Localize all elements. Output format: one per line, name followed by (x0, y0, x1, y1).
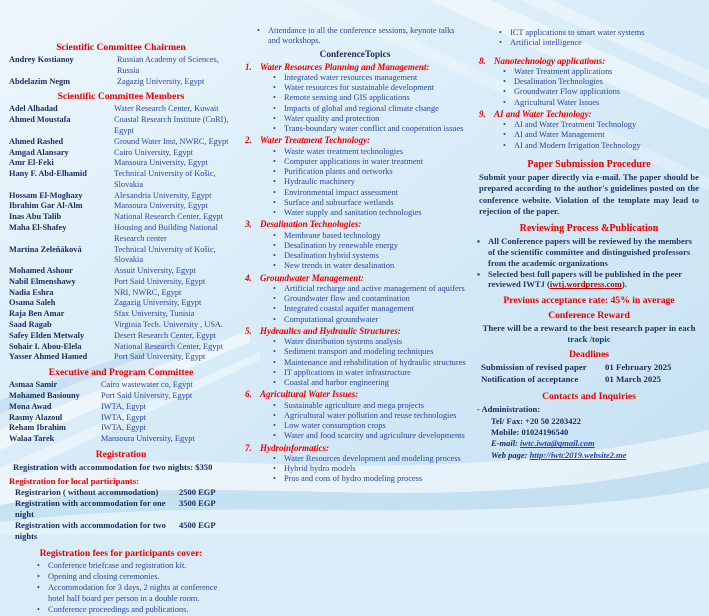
member-affiliation: IWTA, Egypt (101, 401, 146, 411)
registration-title: Registration (95, 448, 147, 460)
attendance-item: • Attendance to all the conference sessions, keynote talks and workshops. (257, 26, 467, 47)
member-name: Martina Zeleňáková (9, 244, 82, 254)
committee-row (9, 245, 233, 267)
bullet-icon (273, 401, 284, 411)
members-list (9, 104, 233, 363)
bullet-icon (273, 73, 284, 83)
member-name: Hossam El-Moghazy (9, 190, 83, 200)
bullet-icon (273, 93, 284, 103)
local-participants-title: Registration for local participants: (9, 475, 140, 486)
fee-row (15, 520, 233, 542)
deadlines-title: Deadlines (569, 349, 609, 361)
member-name: Mona Awad (9, 401, 52, 411)
topic-bullet: • AI and Modern Irrigation Technology (503, 141, 701, 151)
bullet-icon (273, 337, 284, 347)
member-name: Maha El-Shafey (9, 223, 67, 232)
member-affiliation: Zagazig University, Egypt (117, 76, 205, 86)
bullet-icon (273, 177, 284, 187)
topics-list (243, 62, 467, 485)
bullet-icon (273, 104, 284, 114)
review-item-text: Selected best full papers will be published in the peer reviewed IWTJ ( (488, 268, 682, 290)
extra-topic-list (499, 28, 701, 49)
topic-items (273, 73, 467, 135)
topic-section (477, 56, 701, 108)
committee-row (9, 148, 233, 159)
email-link[interactable]: iwtc.iwta@gmail.com (520, 438, 595, 449)
bullet-icon (499, 38, 510, 48)
topic-bullet: • Hybrid hydro models (273, 464, 467, 474)
committee-row (9, 413, 233, 424)
committee-row (9, 77, 233, 88)
topic-bullet: • Agricultural Water Issues (503, 98, 701, 108)
member-name: Abdelazim Negm (9, 76, 71, 86)
member-affiliation: Mansoura University, Egypt (114, 201, 208, 211)
fee-row (15, 487, 233, 498)
committee-row (9, 191, 233, 202)
committee-row (9, 342, 233, 353)
topic-items (273, 284, 467, 325)
topic-title: Hydroinformatics: (260, 442, 329, 453)
square-bullet-icon (477, 269, 488, 290)
bullet-icon (273, 454, 284, 464)
bullet-icon (37, 605, 48, 616)
topic-bullet: • Desalination by renewable energy (273, 241, 467, 251)
topic-bullet: • AI and Water Treatment Technology (503, 120, 701, 130)
chairmen-list (9, 55, 233, 87)
topic-bullet: • Agricultural water pollution and reuse technologies (273, 411, 467, 421)
submission-title: Paper Submission Procedure (527, 158, 651, 170)
committee-row (9, 104, 233, 115)
bullet-icon (37, 583, 48, 605)
member-name: Yasser Ahmed Hamed (9, 352, 88, 362)
topic-bullet: • Pros and cons of hydro modeling process (273, 474, 467, 484)
topic-title: Water Resources Planning and Management: (260, 61, 430, 72)
committee-row (9, 201, 233, 212)
registration-note: Registration with accommodation for two nights: $350 (13, 461, 213, 472)
bullet-icon (257, 26, 268, 47)
bullet-icon (273, 241, 284, 251)
topic-number: 2. (245, 135, 252, 146)
deadline-date: 01 February 2025 (605, 362, 672, 373)
topic-section (243, 326, 467, 389)
topic-bullet: • Water Resources development and modeling process (273, 454, 467, 464)
bullet-icon (503, 67, 514, 77)
deadlines-table (477, 362, 701, 385)
member-affiliation: Port Said University, Egypt (114, 352, 206, 362)
member-name: Adel Alhadad (9, 104, 58, 114)
topic-bullet: • New trends in water desalination (273, 261, 467, 271)
bullet-icon (273, 378, 284, 388)
member-name: Saad Ragab (9, 320, 52, 330)
member-affiliation: Alexandria University, Egypt (114, 190, 212, 200)
topic-heading (243, 389, 467, 400)
topic-title: Water Treatment Technology: (260, 135, 371, 146)
member-affiliation: Port Said University, Egypt (101, 390, 193, 400)
bullet-icon (503, 77, 514, 87)
bullet-icon (37, 561, 48, 572)
member-affiliation: IWTA, Egypt (101, 412, 146, 422)
column-right (477, 26, 701, 535)
bullet-icon (273, 167, 284, 177)
committee-row (9, 169, 233, 191)
topic-bullet: • Trans-boundary water conflict and cooperation issues (273, 124, 467, 134)
fee-label: Registrarion ( without accommodation) (15, 486, 159, 497)
fees-list (37, 561, 233, 616)
admin-label: - Administration: (477, 404, 541, 415)
committee-row (9, 115, 233, 137)
topic-bullet: • AI and Water Management (503, 130, 701, 140)
topic-heading (243, 443, 467, 454)
member-name: Hany F. Abd-Elhamid (9, 169, 87, 179)
member-affiliation: Cairo wastewater co, Egypt (101, 380, 193, 390)
member-name: Ahmed Rashed (9, 136, 64, 146)
committee-row (9, 55, 233, 77)
member-name: Safey Elden Metwaly (9, 330, 85, 340)
fee-price: 2500 EGP (179, 486, 216, 497)
topic-heading (243, 326, 467, 337)
member-affiliation: Zagazig University, Egypt (114, 298, 202, 308)
bullet-icon (273, 114, 284, 124)
deadline-row (481, 374, 701, 385)
tel-fax-line: Tel/ Fax: +20 50 2203422 (491, 415, 582, 426)
fee-price: 4500 EGP (179, 520, 216, 531)
member-affiliation: Virginia Tech. University , USA. (114, 320, 223, 330)
member-affiliation: Desert Research Center, Egypt (114, 330, 216, 340)
fee-price: 3500 EGP (179, 497, 216, 508)
topic-bullet: • Groundwater flow and contamination (273, 294, 467, 304)
topic-items (273, 231, 467, 272)
topic-bullet: • Groundwater Flow applications (503, 87, 701, 97)
committee-row (9, 423, 233, 434)
member-name: Andrey Kostianoy (9, 55, 74, 65)
topic-heading (243, 273, 467, 284)
bullet-icon (273, 368, 284, 378)
fees-item: • Opening and closing ceremonies. (37, 572, 233, 583)
topic-heading (477, 56, 701, 67)
acceptance-rate-line: Previous acceptance rate: 45% in average (503, 295, 675, 307)
member-name: Walaa Tarek (9, 434, 55, 444)
topic-bullet: • Integrated coastal aquifer management (273, 304, 467, 314)
bullet-icon (273, 83, 284, 93)
attendance-list (257, 26, 467, 47)
bullet-icon (273, 347, 284, 357)
member-affiliation: Housing and Building National Research center (114, 223, 218, 243)
square-bullet-icon (477, 236, 488, 268)
topic-title: Groundwater Management: (260, 272, 364, 283)
member-affiliation: Cairo University, Egypt (114, 147, 193, 157)
member-name: Osama Saleh (9, 298, 56, 308)
webpage-line (491, 450, 701, 461)
topic-bullet: • Computer applications in water treatment (273, 157, 467, 167)
topic-section (243, 135, 467, 218)
topic-bullet: • Hydraulic machinery (273, 177, 467, 187)
bullet-icon (273, 358, 284, 368)
topic-heading (243, 135, 467, 146)
email-label: E-mail: (491, 438, 518, 449)
member-name: Inas Abu Talib (9, 212, 62, 222)
topic-title: Hydraulics and Hydraulic Structures: (260, 325, 401, 336)
topic-bullet: • Environmental impact assessment (273, 188, 467, 198)
fees-cover-title: Registration fees for participants cover: (39, 548, 203, 560)
topic-bullet: • Desalination hybrid systems (273, 251, 467, 261)
topic-bullet: • Water distribution systems analysis (273, 337, 467, 347)
review-title: Reviewing Process &Publication (519, 222, 659, 234)
committee-row (9, 309, 233, 320)
deadline-label: Submission of revised paper (481, 362, 587, 373)
member-affiliation: Mansoura University, Egypt (101, 434, 195, 444)
column-middle (243, 26, 467, 535)
bullet-icon (273, 421, 284, 431)
email-line (491, 438, 701, 449)
column-left (9, 26, 233, 614)
bullet-icon (503, 130, 514, 140)
topic-items (273, 337, 467, 388)
topic-bullet: • Waste water treatment technologies (273, 147, 467, 157)
member-affiliation: NRI, NWRC, Egypt (114, 287, 182, 297)
topic-items (273, 454, 467, 485)
topic-bullet: • Water resources for sustainable development (273, 83, 467, 93)
member-name: Mohamed Basiouny (9, 390, 80, 400)
webpage-label: Web page: (491, 449, 528, 460)
topic-heading (477, 109, 701, 120)
committee-row (9, 352, 233, 363)
conference-topics-title: ConferenceTopics (319, 49, 391, 60)
exec-title: Executive and Program Committee (48, 367, 194, 379)
topic-section (243, 443, 467, 485)
member-name: Ahmed Moustafa (9, 115, 71, 125)
chairmen-title: Scientific Committee Chairmen (56, 42, 186, 53)
bullet-icon (503, 120, 514, 130)
topic-bullet: • Water Treatment applications (503, 67, 701, 77)
member-name: Nabil Elmenshawy (9, 276, 76, 286)
member-name: Ibrahim Gar Al-Alm (9, 201, 83, 211)
bullet-icon (273, 294, 284, 304)
topic-title: Nanotechnology applications: (494, 55, 606, 66)
bullet-icon (273, 251, 284, 261)
bullet-icon (273, 284, 284, 294)
mobile-line: Mobile: 01024196540 (491, 426, 569, 437)
member-affiliation: Ground Water Inst, NWRC, Egypt (114, 136, 229, 146)
committee-row (9, 402, 233, 413)
committee-row (9, 158, 233, 169)
submission-text: Submit your paper directly via e-mail. The paper should be prepared according to the author's guidelines posted on the conference website. Violation of the template may lead to rejection of the paper. (479, 172, 699, 216)
topic-section (243, 389, 467, 441)
bullet-icon (37, 572, 48, 583)
bullet-icon (273, 198, 284, 208)
committee-row (9, 391, 233, 402)
topic-heading (243, 219, 467, 230)
topic-section (477, 109, 701, 151)
deadline-date: 01 March 2025 (605, 373, 662, 384)
member-name: Amr El-Feki (9, 158, 54, 168)
review-item-text: ). (621, 279, 627, 290)
topic-bullet: • Impacts of global and regional climate change (273, 104, 467, 114)
topic-title: Desalination Technologies: (260, 219, 362, 230)
bullet-icon (273, 431, 284, 441)
topic-number: 1. (245, 61, 252, 72)
committee-row (9, 137, 233, 148)
topic-number: 4. (245, 272, 252, 283)
bullet-icon (273, 147, 284, 157)
topic-bullet: • Low water consumption crops (273, 421, 467, 431)
topic-bullet: • Remote sensing and GIS applications (273, 93, 467, 103)
bullet-icon (503, 87, 514, 97)
local-fees-table (9, 487, 233, 542)
topic-number: 6. (245, 389, 252, 400)
member-name: Asmaa Samir (9, 380, 58, 390)
member-affiliation: Assuit University, Egypt (114, 266, 196, 276)
member-affiliation: Coastal Research Institute (CoRI), Egypt (114, 115, 229, 135)
bullet-icon (273, 231, 284, 241)
topic-section (243, 62, 467, 135)
topic-bullet: • IT applications in water infrastructure (273, 368, 467, 378)
topic-bullet: • Computational groundwater (273, 315, 467, 325)
bullet-icon (273, 411, 284, 421)
committee-row (9, 266, 233, 277)
committee-row (9, 288, 233, 299)
committee-row (9, 223, 233, 245)
deadline-label: Notification of acceptance (481, 373, 579, 384)
review-list (477, 236, 701, 290)
member-affiliation: Russian Academy of Sciences, Russia (117, 55, 219, 75)
member-affiliation: IWTA, Egypt (101, 423, 146, 433)
committee-row (9, 320, 233, 331)
bullet-icon (273, 157, 284, 167)
reward-title: Conference Reward (548, 310, 630, 322)
topic-bullet: • Artificial recharge and active management of aquifers (273, 284, 467, 294)
bullet-icon (273, 124, 284, 134)
members-title: Scientific Committee Members (57, 91, 185, 103)
topic-bullet: • Purification plants and networks (273, 167, 467, 177)
topic-number: 3. (245, 219, 252, 230)
fee-label: Registration with accommodation for one night (15, 497, 166, 519)
topic-number: 7. (245, 442, 252, 453)
fee-row (15, 498, 233, 520)
committee-row (9, 277, 233, 288)
member-name: Nadia Eshra (9, 287, 54, 297)
member-affiliation: Port Said University, Egypt (114, 276, 206, 286)
committee-row (9, 212, 233, 223)
topic-bullet: • Sediment transport and modeling techniques (273, 347, 467, 357)
topic-bullet: • Water and food scarcity and agriculture developments (273, 431, 467, 441)
member-affiliation: Sfax University, Tunisia (114, 309, 195, 319)
topic-title: Agricultural Water Issues: (260, 389, 359, 400)
committee-row (9, 298, 233, 309)
topic-section (243, 219, 467, 271)
committee-row (9, 331, 233, 342)
review-item: ▪ All Conference papers will be reviewed by the members of the scientific committee and distinguished professors from the academic organizations (477, 236, 701, 268)
topic-bullet: • Water supply and sanitation technologies (273, 208, 467, 218)
member-affiliation: Water Research Center, Kuwait (114, 104, 219, 114)
topic-number: 8. (479, 55, 486, 66)
member-affiliation: Technical University of Košic, Slovakia (114, 244, 216, 265)
bullet-icon (273, 315, 284, 325)
member-affiliation: Mansoura University, Egypt (114, 158, 208, 168)
topic-bullet: • Maintenance and rehabilitation of hydraulic structures (273, 358, 467, 368)
topic-bullet: • Artificial intelligence (499, 38, 701, 48)
iwtj-journal-link[interactable]: iwtj.wordpress.com (549, 279, 622, 290)
contacts-title: Contacts and Inquiries (542, 391, 636, 403)
member-name: Reham Ibrahim (9, 423, 66, 433)
topic-bullet: • Integrated water resources management (273, 73, 467, 83)
committee-row (9, 434, 233, 445)
fees-item: • Accommodation for 3 days, 2 nights at conference hotel half board per person in a double room. (37, 583, 233, 605)
fees-item: • Conference proceedings and publications. (37, 605, 233, 616)
topic-bullet: • Desalination Technologies (503, 77, 701, 87)
member-name: Raja Ben Amar (9, 309, 65, 319)
topic-bullet: • ICT applications to smart water systems (499, 28, 701, 38)
contacts-block (477, 404, 701, 461)
bullet-icon (273, 474, 284, 484)
member-affiliation: National Research Center, Egypt (114, 341, 223, 351)
bullet-icon (273, 261, 284, 271)
topic-bullet: • Coastal and harbor engineering (273, 378, 467, 388)
bullet-icon (503, 141, 514, 151)
deadline-row (481, 362, 701, 373)
fees-item: • Conference briefcase and registration kit. (37, 561, 233, 572)
bullet-icon (273, 464, 284, 474)
topic-bullet: • Surface and subsurface wetlands (273, 198, 467, 208)
topic-items (273, 147, 467, 219)
member-affiliation: Technical University of Košic, Slovakia (114, 169, 216, 189)
bullet-icon (273, 208, 284, 218)
topic-items (273, 401, 467, 442)
member-name: Amgad Alansary (9, 147, 69, 157)
topic-bullet: • Sustainable agriculture and mega projects (273, 401, 467, 411)
topic-section (243, 273, 467, 325)
webpage-link[interactable]: http://iwtc2019.website2.me (529, 449, 627, 460)
topic-bullet: • Membrane based technology (273, 231, 467, 241)
bullet-icon (273, 188, 284, 198)
committee-row (9, 380, 233, 391)
topic-bullet: • Water quality and protection (273, 114, 467, 124)
topic-items (503, 120, 701, 151)
member-name: Rasmy Alazoul (9, 412, 63, 422)
bullet-icon (503, 98, 514, 108)
exec-list (9, 380, 233, 445)
member-affiliation: National Research Center, Egypt (114, 212, 223, 222)
topic-items (503, 67, 701, 108)
fee-label: Registration with accommodation for two nights (15, 520, 166, 542)
bullet-icon (273, 304, 284, 314)
bullet-icon (499, 28, 510, 38)
topic-number: 5. (245, 325, 252, 336)
review-item (477, 269, 701, 290)
member-name: Mohamed Ashour (9, 266, 73, 276)
topic-number: 9. (479, 108, 486, 119)
topics-list-continued (477, 56, 701, 151)
topic-title: AI and Water Technology: (494, 108, 592, 119)
reward-text: There will be a reward to the best research paper in each track /topic (482, 323, 696, 345)
member-name: Sohair I. Abou-Elela (9, 341, 82, 351)
topic-heading (243, 62, 467, 73)
